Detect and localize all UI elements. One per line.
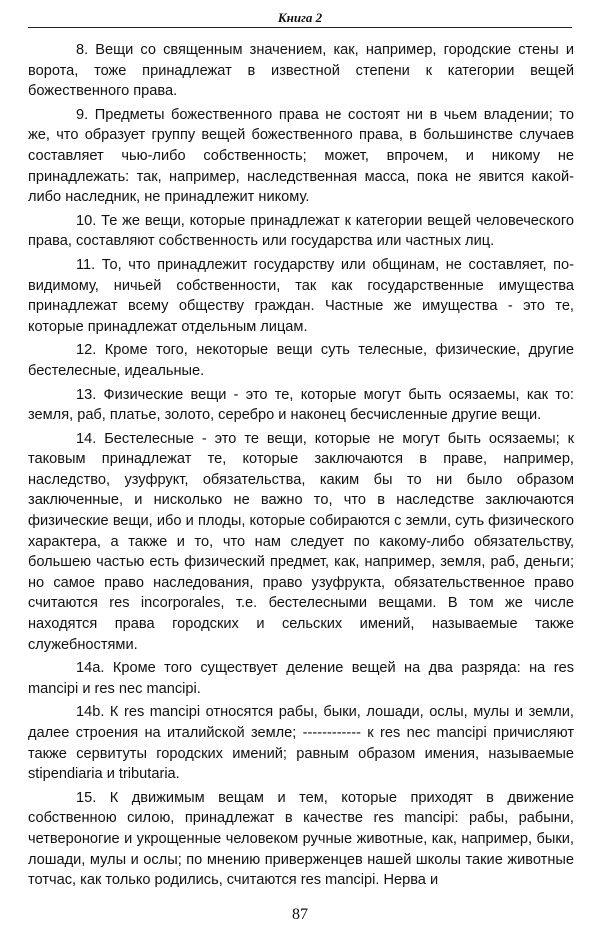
page-body (28, 40, 574, 894)
paragraph-14a: 14a. Кроме того существует деление вещей на два разряда: на res mancipi и res nec mancipi. (28, 660, 574, 697)
paragraph-11: 11. То, что принадлежит государству или общинам, не составляет, по-видимому, ничьей собственности, так как государственные имущества принадлежат всему обществу граждан. Частные же имущества - это те, которые принадлежат отдельным лицам. (28, 256, 574, 335)
paragraph-13: 13. Физические вещи - это те, которые могут быть осязаемы, как то: земля, раб, платье, золото, серебро и наконец бесчисленные другие вещи. (28, 386, 574, 424)
paragraph-14: 14. Бестелесные - это те вещи, которые не могут быть осязаемы; к таковым принадлежат те, которые заключаются в праве, например, наследство, узуфрукт, обязательства, каким бы то ни было образом заключенные, и нисколько не важно то, что в наследстве заключаются физические вещи, ибо и плоды, которые собираются с земли, суть физического характера, а также и то, что нам следует по какому-либо обязательству, большею частью есть физический предмет, как, например, земля, раб, деньги; но самое право наследования, право узуфрукта, обязательственное право считаются res incorporales, т.е. бестелесными вещами. В том же числе находятся права городских и сельских имений, называемые также служебностями. (28, 430, 574, 653)
page-number: 87 (292, 906, 308, 923)
paragraph-14b: 14b. К res mancipi относятся рабы, быки, лошади, ослы, мулы и земли, далее строения на италийской земле; ------------ к res nec mancipi причисляют также сервитуты городских имений; равным образом имения, называемые stipendiaria и tributaria. (28, 704, 574, 783)
header-title (28, 10, 572, 26)
paragraph-8: 8. Вещи со священным значением, как, например, городские стены и ворота, тоже принадлежат в известной степени к категории вещей божественного права. (28, 42, 574, 100)
running-header (28, 10, 572, 32)
book-title: Книга 2 (275, 10, 325, 25)
paragraph-15: 15. К движимым вещам и тем, которые приходят в движение собственною силою, принадлежат в качестве res mancipi: рабы, рабыни, четвероногие и укрощенные человеком ручные животные, как, например, быки, лошади, мулы и ослы; по мнению приверженцев нашей школы такие животные тотчас, как только родились, считаются res mancipi. Нерва и (28, 789, 574, 889)
paragraph-10: 10. Те же вещи, которые принадлежат к категории вещей человеческого права, составляют собственность или государства или частных лиц. (28, 212, 574, 250)
header-rule (28, 27, 572, 28)
paragraph-9: 9. Предметы божественного права не состоят ни в чьем владении; то же, что образует группу вещей божественного права, в большинстве случаев составляет чью-либо собственность; может, впрочем, и никому не принадлежать: так, например, наследственная масса, пока не явится какой-либо наследник, не принадлежит никому. (28, 106, 574, 206)
paragraph-12: 12. Кроме того, некоторые вещи суть телесные, физические, другие бестелесные, идеальные. (28, 342, 574, 379)
